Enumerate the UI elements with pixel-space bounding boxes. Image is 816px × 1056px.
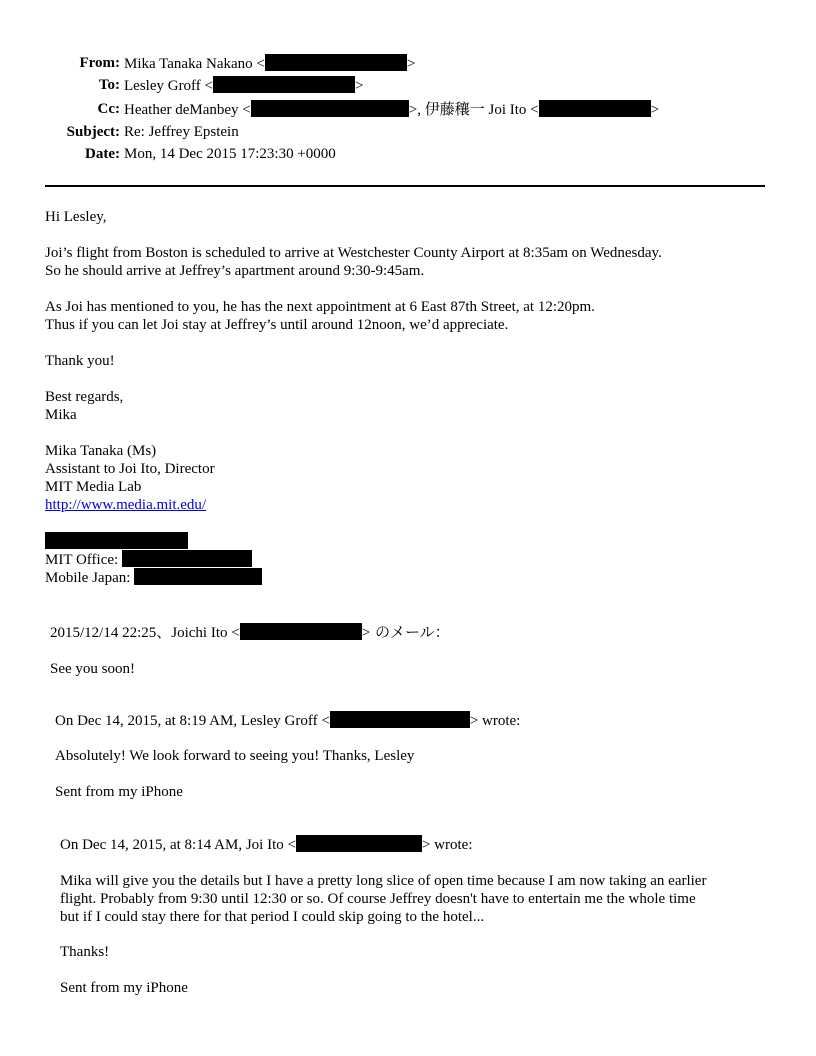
cc-cjk-name: 伊藤穰一 xyxy=(424,100,485,118)
signature-url-wrap xyxy=(45,496,206,514)
quote-2-intro-wrote: > wrote: xyxy=(469,713,521,729)
quote-3-intro xyxy=(60,835,472,854)
subject-value: Re: Jeffrey Epstein xyxy=(124,124,239,140)
quote-1-intro-text: 2015/12/14 22:25、Joichi Ito < xyxy=(50,625,240,641)
quote-2-intro-text: On Dec 14, 2015, at 8:19 AM, Lesley Groff < xyxy=(55,713,330,729)
quote-1-intro-cjk: のメール： xyxy=(370,623,450,641)
quote-2-text: Absolutely! We look forward to seeing you! Thanks, Lesley xyxy=(55,748,415,764)
redaction-block xyxy=(330,711,470,728)
redaction-block xyxy=(265,54,407,71)
quote-3-thanks: Thanks! xyxy=(60,944,110,960)
sign-off-name: Mika xyxy=(45,407,77,423)
mobile-japan-label: Mobile Japan: xyxy=(45,570,135,586)
quote-3-line-3: but if I could stay there for that period I could skip going to the hotel... xyxy=(60,909,485,925)
redaction-block xyxy=(296,835,422,852)
mit-office-line xyxy=(45,550,252,569)
to-label: To: xyxy=(98,77,120,93)
redaction-block xyxy=(213,76,355,93)
mobile-japan-line xyxy=(45,568,262,587)
from-label: From: xyxy=(79,55,120,71)
quote-3-sent: Sent from my iPhone xyxy=(60,980,188,996)
quote-2-intro xyxy=(55,711,520,730)
quote-1-text: See you soon! xyxy=(50,661,135,677)
from-tail: > xyxy=(406,56,416,72)
to-name: Lesley Groff < xyxy=(124,78,213,94)
signature-org: MIT Media Lab xyxy=(45,479,142,495)
quote-1-intro xyxy=(50,623,450,642)
redaction-block xyxy=(45,532,188,549)
mit-office-label: MIT Office: xyxy=(45,552,122,568)
cc-separator: >, xyxy=(408,102,425,118)
quote-3-line-2: flight. Probably from 9:30 until 12:30 or so. Of course Jeffrey doesn't have to entertain me the whole time xyxy=(60,891,696,907)
signature-name: Mika Tanaka (Ms) xyxy=(45,443,157,459)
redaction-block xyxy=(240,623,362,640)
quote-3-intro-text: On Dec 14, 2015, at 8:14 AM, Joi Ito < xyxy=(60,837,296,853)
cc-label: Cc: xyxy=(97,101,120,117)
signature-url-link[interactable]: http://www.media.mit.edu/ xyxy=(45,497,207,513)
thanks-line: Thank you! xyxy=(45,353,115,369)
quote-1-intro-bracket: > xyxy=(361,625,371,641)
quote-2-sent: Sent from my iPhone xyxy=(55,784,183,800)
date-value: Mon, 14 Dec 2015 17:23:30 +0000 xyxy=(124,146,336,162)
cc-tail: > xyxy=(650,102,660,118)
best-regards: Best regards, xyxy=(45,389,124,405)
body-paragraph-2-line-2: Thus if you can let Joi stay at Jeffrey’s until around 12noon, we’d appreciate. xyxy=(45,317,509,333)
body-paragraph-1-line-2: So he should arrive at Jeffrey’s apartment around 9:30-9:45am. xyxy=(45,263,425,279)
header-divider xyxy=(45,185,765,187)
redacted-line xyxy=(45,532,188,551)
body-paragraph-2-line-1: As Joi has mentioned to you, he has the next appointment at 6 East 87th Street, at 12:20pm. xyxy=(45,299,595,315)
greeting: Hi Lesley, xyxy=(45,209,107,225)
quote-3-line-1: Mika will give you the details but I have a pretty long slice of open time because I am now taking an earlier xyxy=(60,873,707,889)
redaction-block xyxy=(539,100,651,117)
signature-title: Assistant to Joi Ito, Director xyxy=(45,461,215,477)
date-label: Date: xyxy=(85,146,120,162)
subject-label: Subject: xyxy=(66,124,120,140)
from-name: Mika Tanaka Nakano < xyxy=(124,56,265,72)
redaction-block xyxy=(134,568,262,585)
redaction-block xyxy=(251,100,409,117)
to-tail: > xyxy=(355,78,364,94)
redaction-block xyxy=(122,550,252,567)
cc-name-2: Joi Ito < xyxy=(484,102,539,118)
quote-3-intro-wrote: > wrote: xyxy=(421,837,473,853)
body-paragraph-1-line-1: Joi’s flight from Boston is scheduled to arrive at Westchester County Airport at 8:35am on Wednesday. xyxy=(45,245,662,261)
cc-name-1: Heather deManbey < xyxy=(124,102,251,118)
